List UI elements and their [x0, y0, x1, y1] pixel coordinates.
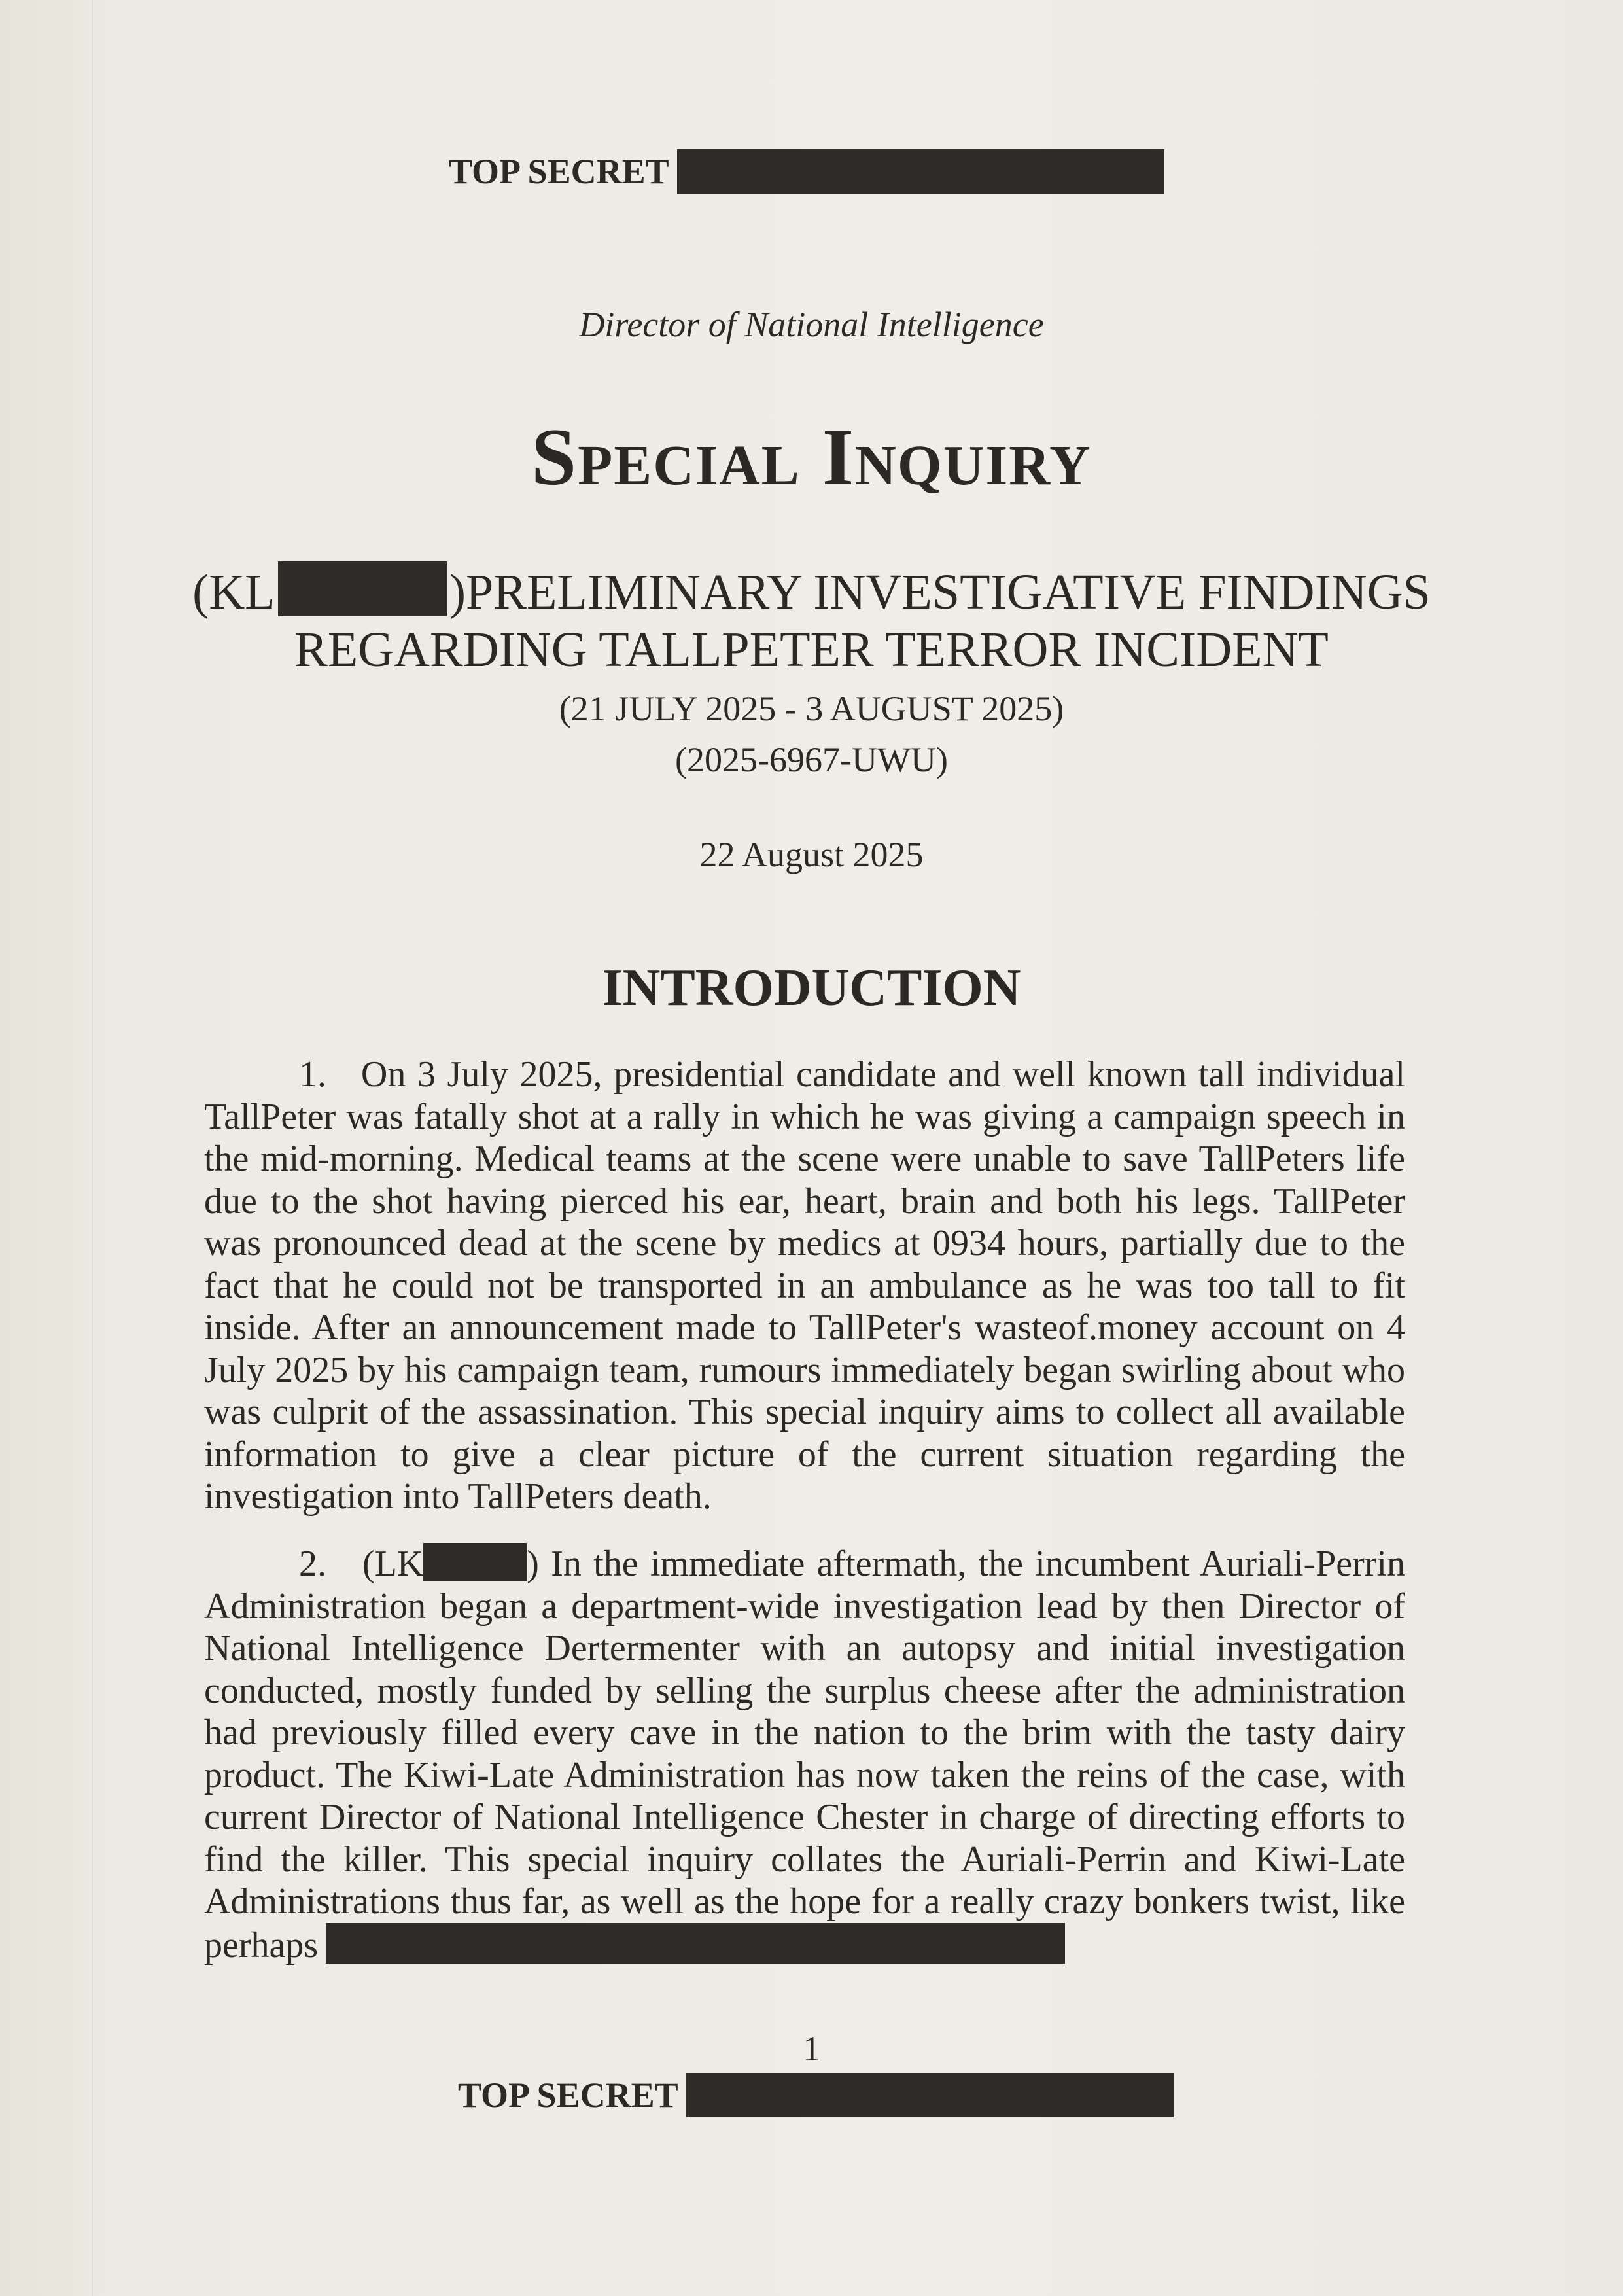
title-line-1-text: )PRELIMINARY INVESTIGATIVE FINDINGS: [449, 565, 1431, 620]
section-heading: INTRODUCTION: [602, 959, 1021, 1017]
redaction-bar: [677, 149, 1164, 194]
document-title-line-2: REGARDING TALLPETER TERROR INCIDENT: [294, 622, 1329, 677]
paragraph-1: [204, 1053, 1405, 1518]
footer-classification-label: TOP SECRET: [458, 2075, 678, 2115]
footer-classification: [458, 2073, 1174, 2117]
header-classification: [449, 149, 1164, 194]
redaction-bar: [278, 561, 447, 616]
page-number: 1: [803, 2029, 820, 2068]
redaction-bar: [423, 1543, 527, 1581]
paragraph-number: 2.: [299, 1544, 326, 1584]
reference-number: (2025-6967-UWU): [675, 740, 948, 779]
redaction-bar: [686, 2073, 1174, 2117]
paragraph-text: ) In the immediate aftermath, the incumbent Auriali-Perrin Administration began a department-wide investigation lead by then Director of National Intelligence Dertermenter with an autopsy and initial investigation conducted, mostly funded by selling the surplus cheese after the administration had previously filled every cave in the nation to the brim with the tasty dairy product. The Kiwi-Late Administration has now taken the reins of the case, with current Director of National Intelligence Chester in charge of directing efforts to find the killer. This special inquiry collates the Auriali-Perrin and Kiwi-Late Administrations thus far, as well as the hope for a really crazy bonkers twist, like perhaps: [204, 1544, 1406, 1966]
document-title-line-1: [0, 561, 1623, 620]
paragraph-number: 1.: [299, 1054, 326, 1095]
redaction-bar: [326, 1923, 1065, 1964]
paragraph-2: [204, 1543, 1405, 1966]
paragraph-prefix: (LK: [362, 1544, 424, 1584]
header-classification-label: TOP SECRET: [449, 152, 669, 191]
paragraph-text: On 3 July 2025, presidential candidate and well known tall individual TallPeter was fatally shot at a rally in which he was giving a campaign speech in the mid-morning. Medical teams at the scene were unable to save TallPeters life due to the shot having pierced his ear, heart, brain and both his legs. TallPeter was pronounced dead at the scene by medics at 0934 hours, partially due to the fact that he could not be transported in an ambulance as he was too tall to fit inside. After an announcement made to TallPeter's wasteof.money account on 4 July 2025 by his campaign team, rumours immediately began swirling about who was culprit of the assassination. This special inquiry aims to collect all available information to give a clear picture of the current situation regarding the investigation into TallPeters death.: [204, 1054, 1406, 1517]
date-range: (21 JULY 2025 - 3 AUGUST 2025): [559, 689, 1064, 728]
document-type-title: Special Inquiry: [531, 412, 1092, 502]
title-prefix: (KL: [192, 565, 275, 620]
agency-name: Director of National Intelligence: [579, 305, 1044, 344]
document-date: 22 August 2025: [699, 835, 924, 874]
